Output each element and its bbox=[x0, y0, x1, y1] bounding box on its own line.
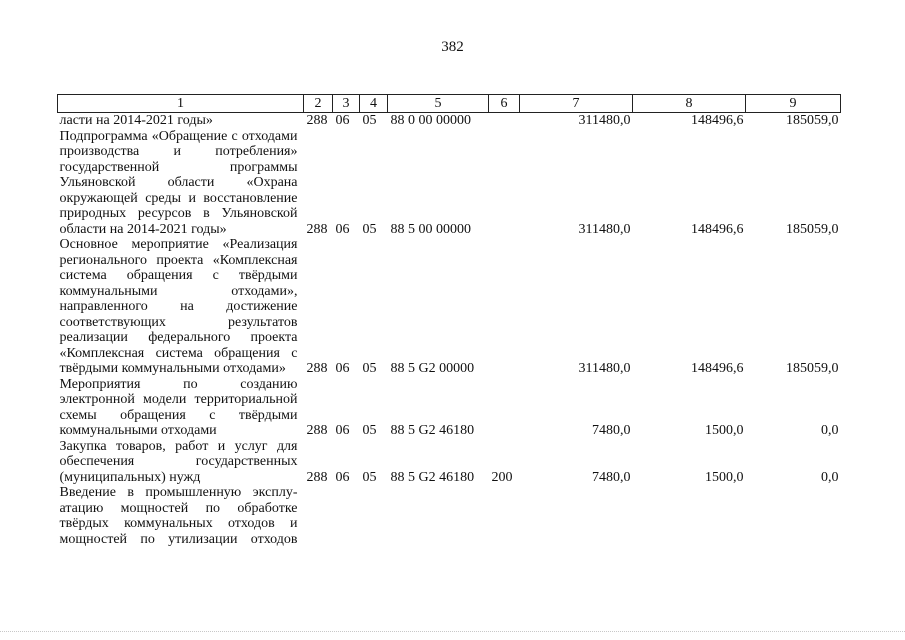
table-row bbox=[58, 377, 841, 439]
row-subsection-code: 05 bbox=[362, 221, 377, 237]
row-section-code: 06 bbox=[335, 361, 350, 376]
row-target-article: 88 5 00 00000 bbox=[390, 221, 471, 237]
row-ministry-code: 288 bbox=[306, 361, 328, 376]
table-row bbox=[58, 439, 841, 486]
table-row bbox=[58, 237, 841, 377]
row-section-code: 06 bbox=[335, 423, 350, 438]
row-amount-col7: 311480,0 bbox=[578, 113, 631, 128]
row-expense-type bbox=[489, 377, 520, 439]
row-expense-type bbox=[489, 129, 520, 238]
row-amount-col8: 1500,0 bbox=[705, 423, 744, 438]
row-subsection-code: 05 bbox=[362, 113, 377, 128]
row-name: Мероприятия по созданию электронной модели территориальной схемы обращения с твёрдыми коммунальными отходами bbox=[59, 376, 298, 438]
row-subsection-code: 05 bbox=[362, 423, 377, 438]
row-amount-col8: 148496,6 bbox=[691, 361, 744, 376]
row-name-line: мощностей по утилизации отходов bbox=[59, 531, 298, 547]
row-ministry-code: 288 bbox=[306, 221, 328, 237]
header-col-2: 2 bbox=[304, 95, 333, 113]
row-amount-col7: 7480,0 bbox=[592, 423, 631, 438]
row-name-line: атацию мощностей по обработке bbox=[59, 500, 298, 516]
header-col-7: 7 bbox=[520, 95, 633, 113]
row-ministry-code: 288 bbox=[306, 113, 328, 128]
row-target-article: 88 5 G2 00000 bbox=[390, 361, 475, 376]
row-name-line: Введение в промышленную эксплу- bbox=[59, 485, 298, 500]
row-amount-col7: 7480,0 bbox=[592, 469, 631, 485]
row-target-article: 88 0 00 00000 bbox=[390, 113, 471, 128]
row-subsection-code: 05 bbox=[362, 361, 377, 376]
header-col-6: 6 bbox=[489, 95, 520, 113]
header-col-9: 9 bbox=[746, 95, 841, 113]
table-row bbox=[58, 485, 841, 547]
row-amount-col9: 0,0 bbox=[821, 469, 839, 485]
row-amount-col9: 185059,0 bbox=[786, 361, 839, 376]
header-col-4: 4 bbox=[360, 95, 388, 113]
row-expense-type bbox=[489, 237, 520, 377]
table-row bbox=[58, 113, 841, 129]
header-col-3: 3 bbox=[333, 95, 360, 113]
row-amount-col7: 311480,0 bbox=[578, 221, 631, 237]
row-name-continued bbox=[58, 485, 304, 547]
row-subsection-code: 05 bbox=[362, 469, 377, 485]
row-section-code: 06 bbox=[335, 113, 350, 128]
row-amount-col9: 0,0 bbox=[821, 423, 839, 438]
row-name: Основное мероприятие «Реализация регионального проекта «Комплексная система обращения с твёрдыми коммунальными отходами», направленного на достижение соответствующих результатов реализации федерального проекта «Комплексная система обращения с твёрдыми коммунальными отходами» bbox=[59, 237, 298, 376]
row-empty-cells bbox=[304, 485, 841, 547]
table-row bbox=[58, 129, 841, 238]
row-amount-col7: 311480,0 bbox=[578, 361, 631, 376]
budget-table bbox=[57, 94, 841, 547]
row-target-article: 88 5 G2 46180 bbox=[390, 469, 475, 485]
row-section-code: 06 bbox=[335, 221, 350, 237]
header-col-1: 1 bbox=[58, 95, 304, 113]
header-col-8: 8 bbox=[633, 95, 746, 113]
table-header-row bbox=[58, 95, 841, 113]
scan-bottom-edge bbox=[0, 631, 905, 636]
row-amount-col8: 148496,6 bbox=[691, 113, 744, 128]
row-ministry-code: 288 bbox=[306, 469, 328, 485]
row-amount-col8: 148496,6 bbox=[691, 221, 744, 237]
row-name: ласти на 2014-2021 годы» bbox=[59, 113, 213, 128]
row-amount-col8: 1500,0 bbox=[705, 469, 744, 485]
row-name: Закупка товаров, работ и услуг для обеспечения государственных (муниципальных) нужд bbox=[59, 438, 298, 485]
row-expense-type bbox=[489, 113, 520, 129]
row-amount-col9: 185059,0 bbox=[786, 113, 839, 128]
header-col-5: 5 bbox=[388, 95, 489, 113]
row-expense-type: 200 bbox=[491, 469, 513, 485]
row-name: Подпрограмма «Обращение с отходами производства и потребления» государственной программы Ульяновской области «Охрана окружающей среды и восстановление природных ресурсов в Ульяновской области на 2014-2021 годы» bbox=[59, 128, 298, 237]
page-number: 382 bbox=[441, 39, 464, 55]
row-target-article: 88 5 G2 46180 bbox=[390, 423, 475, 438]
row-name-line: твёрдых коммунальных отходов и bbox=[59, 516, 298, 531]
row-ministry-code: 288 bbox=[306, 423, 328, 438]
row-amount-col9: 185059,0 bbox=[786, 221, 839, 237]
row-section-code: 06 bbox=[335, 469, 350, 485]
